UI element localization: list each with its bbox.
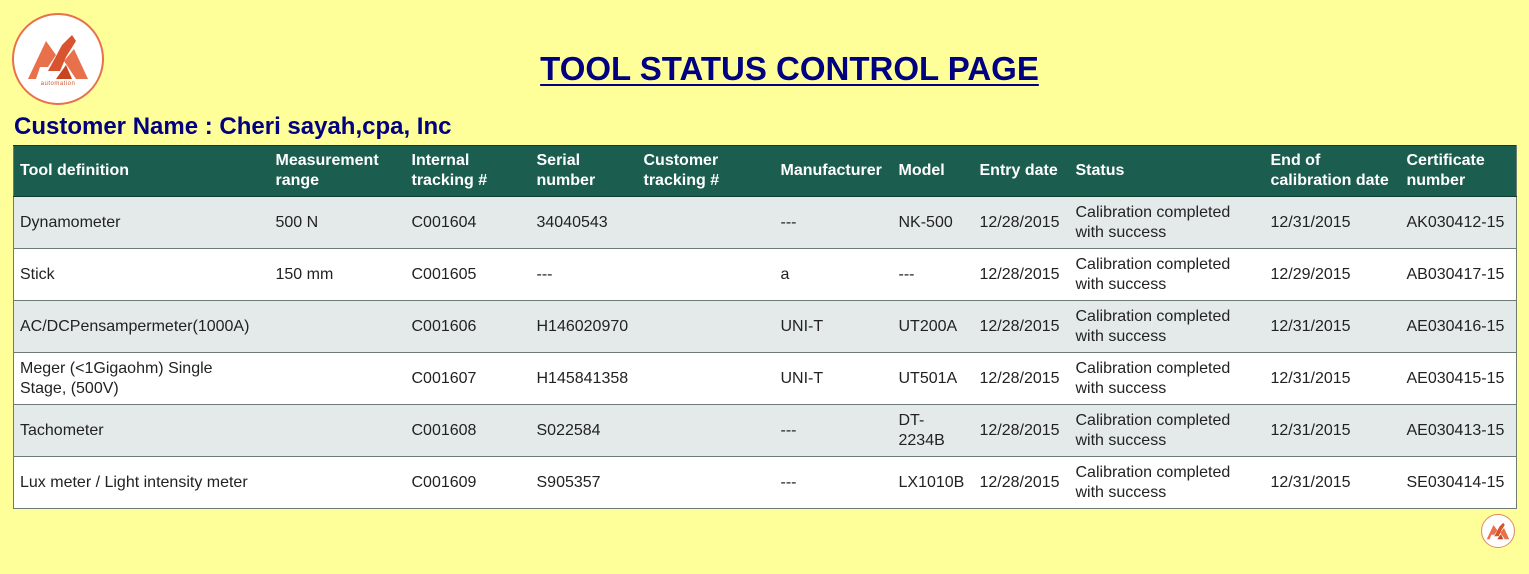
cell-text: 2234B: [898, 431, 945, 449]
cell-internal-tracking: C001605: [406, 249, 531, 301]
cell-status: [1070, 353, 1265, 405]
cell-serial-number: H145841358: [531, 353, 638, 405]
cell-manufacturer: UNI-T: [775, 301, 893, 353]
cell-text: ---: [898, 265, 915, 283]
cell-manufacturer: UNI-T: [775, 353, 893, 405]
column-header-label: Entry date: [979, 162, 1058, 179]
cell-serial-number: H146020970: [531, 301, 638, 353]
table-row[interactable]: [14, 405, 1517, 457]
column-header-label: number: [536, 172, 596, 189]
cell-customer-tracking: [638, 405, 775, 457]
cell-internal-tracking: C001606: [406, 301, 531, 353]
column-header-label: calibration date: [1270, 172, 1389, 189]
cell-certificate-number: AE030416-15: [1401, 301, 1517, 353]
table-body: [14, 197, 1517, 509]
cell-internal-tracking: C001604: [406, 197, 531, 249]
cell-text: with success: [1075, 431, 1167, 449]
cell-certificate-number: AE030415-15: [1401, 353, 1517, 405]
cell-entry-date: 12/28/2015: [974, 197, 1070, 249]
cell-text: DT-: [898, 411, 925, 429]
column-header-label: range: [275, 172, 320, 189]
cell-text: with success: [1075, 327, 1167, 345]
cell-model: [893, 405, 974, 457]
cell-model: [893, 353, 974, 405]
tool-status-table: [13, 145, 1517, 509]
cell-internal-tracking: C001608: [406, 405, 531, 457]
page-title: TOOL STATUS CONTROL PAGE: [540, 50, 1039, 87]
cell-text: Lux meter / Light intensity meter: [20, 473, 248, 491]
cell-model: [893, 197, 974, 249]
cell-customer-tracking: [638, 301, 775, 353]
column-header-label: tracking #: [411, 172, 488, 189]
cell-text: Calibration completed: [1075, 203, 1231, 221]
cell-certificate-number: AE030413-15: [1401, 405, 1517, 457]
column-header-label: tracking #: [643, 172, 720, 189]
cell-text: Calibration completed: [1075, 411, 1231, 429]
mx-automation-small-logo-icon: [1486, 521, 1510, 541]
column-header: [270, 146, 406, 197]
column-header: [1265, 146, 1401, 197]
column-header: [638, 146, 775, 197]
cell-text: Dynamometer: [20, 213, 121, 231]
footer-logo: [1481, 514, 1515, 548]
cell-status: [1070, 405, 1265, 457]
cell-status: [1070, 249, 1265, 301]
logo-subtext: automation: [40, 81, 76, 87]
cell-measurement-range: 500 N: [270, 197, 406, 249]
cell-end-of-calibration: 12/31/2015: [1265, 353, 1401, 405]
column-header: [775, 146, 893, 197]
cell-text: with success: [1075, 223, 1167, 241]
cell-text: Stage, (500V): [20, 379, 119, 397]
column-header-label: Customer: [643, 152, 719, 169]
cell-text: Meger (<1Gigaohm) Single: [20, 359, 213, 377]
cell-manufacturer: ---: [775, 197, 893, 249]
column-header: [893, 146, 974, 197]
cell-text: with success: [1075, 275, 1167, 293]
cell-tool-definition: [14, 405, 270, 457]
column-header-label: Status: [1075, 162, 1125, 179]
cell-text: Calibration completed: [1075, 463, 1231, 481]
table-row[interactable]: [14, 249, 1517, 301]
cell-customer-tracking: [638, 353, 775, 405]
cell-certificate-number: AK030412-15: [1401, 197, 1517, 249]
cell-manufacturer: a: [775, 249, 893, 301]
column-header-label: Tool definition: [20, 162, 130, 179]
cell-internal-tracking: C001609: [406, 457, 531, 509]
column-header: [974, 146, 1070, 197]
cell-end-of-calibration: 12/31/2015: [1265, 301, 1401, 353]
cell-customer-tracking: [638, 197, 775, 249]
table-row[interactable]: [14, 301, 1517, 353]
cell-status: [1070, 301, 1265, 353]
column-header-label: Manufacturer: [780, 162, 882, 179]
cell-text: NK-500: [898, 213, 953, 231]
cell-customer-tracking: [638, 457, 775, 509]
cell-tool-definition: [14, 457, 270, 509]
column-header: [531, 146, 638, 197]
cell-text: UT501A: [898, 369, 958, 387]
cell-tool-definition: [14, 301, 270, 353]
cell-text: Tachometer: [20, 421, 104, 439]
cell-model: [893, 249, 974, 301]
column-header: [1401, 146, 1517, 197]
cell-text: UT200A: [898, 317, 958, 335]
cell-model: [893, 457, 974, 509]
cell-serial-number: S905357: [531, 457, 638, 509]
table-row[interactable]: [14, 197, 1517, 249]
cell-measurement-range: [270, 353, 406, 405]
cell-tool-definition: [14, 353, 270, 405]
customer-name: Customer Name : Cheri sayah,cpa, Inc: [14, 113, 452, 140]
column-header-label: End of: [1270, 152, 1321, 169]
cell-certificate-number: SE030414-15: [1401, 457, 1517, 509]
cell-manufacturer: ---: [775, 405, 893, 457]
cell-manufacturer: ---: [775, 457, 893, 509]
cell-serial-number: ---: [531, 249, 638, 301]
cell-text: Calibration completed: [1075, 359, 1231, 377]
cell-serial-number: S022584: [531, 405, 638, 457]
cell-tool-definition: [14, 249, 270, 301]
cell-entry-date: 12/28/2015: [974, 249, 1070, 301]
cell-text: with success: [1075, 483, 1167, 501]
cell-status: [1070, 197, 1265, 249]
table-row[interactable]: [14, 353, 1517, 405]
cell-serial-number: 34040543: [531, 197, 638, 249]
cell-end-of-calibration: 12/31/2015: [1265, 457, 1401, 509]
cell-text: Calibration completed: [1075, 307, 1231, 325]
cell-status: [1070, 457, 1265, 509]
column-header: [14, 146, 270, 197]
cell-end-of-calibration: 12/31/2015: [1265, 405, 1401, 457]
column-header: [406, 146, 531, 197]
cell-text: Stick: [20, 265, 55, 283]
cell-entry-date: 12/28/2015: [974, 301, 1070, 353]
cell-internal-tracking: C001607: [406, 353, 531, 405]
column-header-label: Model: [898, 162, 945, 179]
column-header-label: Internal: [411, 152, 470, 169]
column-header-label: Certificate: [1406, 152, 1485, 169]
table-row[interactable]: [14, 457, 1517, 509]
cell-entry-date: 12/28/2015: [974, 457, 1070, 509]
cell-measurement-range: [270, 457, 406, 509]
cell-text: with success: [1075, 379, 1167, 397]
cell-measurement-range: [270, 405, 406, 457]
cell-text: Calibration completed: [1075, 255, 1231, 273]
cell-text: AC/DCPensampermeter(1000A): [20, 317, 250, 335]
cell-end-of-calibration: 12/29/2015: [1265, 249, 1401, 301]
cell-end-of-calibration: 12/31/2015: [1265, 197, 1401, 249]
cell-certificate-number: AB030417-15: [1401, 249, 1517, 301]
column-header-label: number: [1406, 172, 1466, 189]
cell-entry-date: 12/28/2015: [974, 405, 1070, 457]
cell-entry-date: 12/28/2015: [974, 353, 1070, 405]
cell-model: [893, 301, 974, 353]
table-header-row: [14, 146, 1517, 197]
cell-customer-tracking: [638, 249, 775, 301]
cell-text: LX1010B: [898, 473, 965, 491]
column-header: [1070, 146, 1265, 197]
cell-measurement-range: [270, 301, 406, 353]
column-header-label: Serial: [536, 152, 581, 169]
cell-measurement-range: 150 mm: [270, 249, 406, 301]
cell-tool-definition: [14, 197, 270, 249]
column-header-label: Measurement: [275, 152, 379, 169]
